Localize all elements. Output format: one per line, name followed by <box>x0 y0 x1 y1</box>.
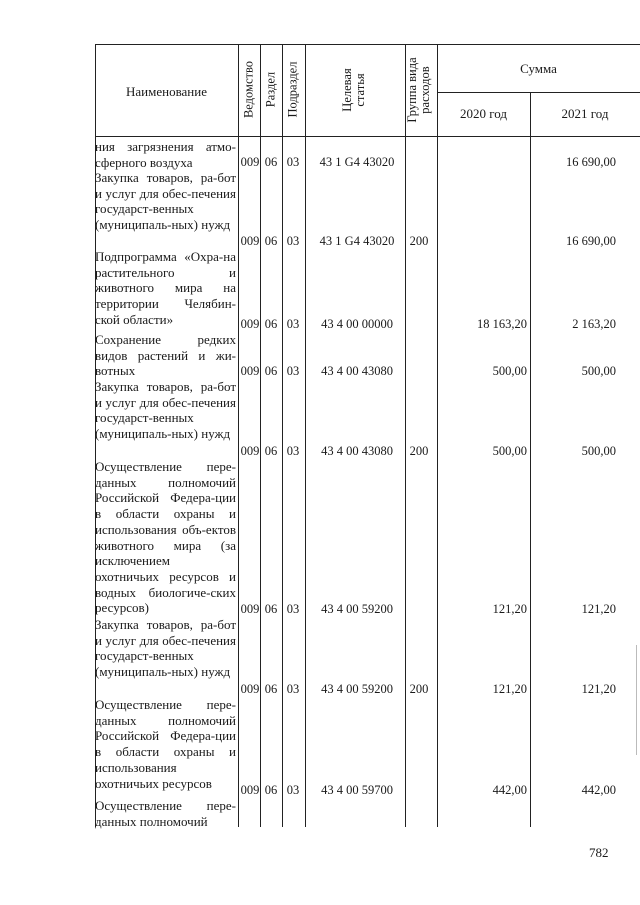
row-vedomstvo: 009 <box>240 234 260 248</box>
row-celevaya: 43 4 00 59700 <box>321 783 393 797</box>
table-row <box>95 459 640 617</box>
row-podrazdel: 03 <box>286 364 300 378</box>
header-celevaya <box>341 50 369 130</box>
row-sum-2021: 121,20 <box>581 682 616 696</box>
row-vedomstvo: 009 <box>240 682 260 696</box>
row-podrazdel: 03 <box>286 155 300 169</box>
header-summa: Сумма <box>520 61 557 76</box>
row-razdel: 06 <box>264 682 278 696</box>
row-vedomstvo: 009 <box>240 602 260 616</box>
row-sum-2021: 16 690,00 <box>566 234 616 248</box>
row-celevaya: 43 1 G4 43020 <box>319 155 395 169</box>
header-celevaya-line2: статья <box>353 73 367 107</box>
row-gruppa: 200 <box>409 682 429 696</box>
row-razdel: 06 <box>264 234 278 248</box>
row-celevaya: 43 1 G4 43020 <box>319 234 395 248</box>
header-gruppa <box>406 44 434 136</box>
row-sum-2021: 500,00 <box>581 444 616 458</box>
header-year-2020: 2020 год <box>460 106 507 121</box>
row-gruppa: 200 <box>409 234 429 248</box>
row-name: Закупка товаров, ра-бот и услуг для обес-печения государст-венных (муниципаль-ных) нужд <box>95 170 236 233</box>
row-podrazdel: 03 <box>286 783 300 797</box>
row-name: ния загрязнения атмо-сферного воздуха <box>95 139 236 170</box>
table-top-border <box>95 44 640 45</box>
table-row <box>95 332 640 379</box>
row-name: Осуществление пере-данных полномочий <box>95 798 236 829</box>
row-name: Осуществление пере-данных полномочий Российской Федера-ции в области охраны и использования охотничьих ресурсов <box>95 697 236 791</box>
header-gruppa-line1: Группа вида <box>405 57 419 123</box>
row-celevaya: 43 4 00 59200 <box>321 682 393 696</box>
header-bottom-border <box>95 136 640 137</box>
row-podrazdel: 03 <box>286 317 300 331</box>
row-podrazdel: 03 <box>286 602 300 616</box>
table-row <box>95 697 640 798</box>
row-sum-2020: 500,00 <box>492 364 527 378</box>
row-name: Закупка товаров, ра-бот и услуг для обес-печения государст-венных (муниципаль-ных) нужд <box>95 379 236 442</box>
row-vedomstvo: 009 <box>240 364 260 378</box>
row-name: Подпрограмма «Охра-на растительного и животного мира на территории Челябин-ской области» <box>95 249 236 327</box>
row-name: Сохранение редких видов растений и жи-вотных <box>95 332 236 379</box>
row-sum-2020: 500,00 <box>492 444 527 458</box>
row-celevaya: 43 4 00 43080 <box>321 444 393 458</box>
scan-edge-mark <box>636 645 637 755</box>
row-sum-2021: 121,20 <box>581 602 616 616</box>
row-podrazdel: 03 <box>286 444 300 458</box>
row-razdel: 06 <box>264 317 278 331</box>
row-name: Закупка товаров, ра-бот и услуг для обес-печения государст-венных (муниципаль-ных) нужд <box>95 617 236 680</box>
row-sum-2021: 442,00 <box>581 783 616 797</box>
header-razdel: Раздел <box>263 71 278 108</box>
row-gruppa: 200 <box>409 444 429 458</box>
row-celevaya: 43 4 00 59200 <box>321 602 393 616</box>
row-sum-2021: 500,00 <box>581 364 616 378</box>
row-name: Осуществление пере-данных полномочий Российской Федера-ции в области охраны и использования объ-ектов животного мира (за исключением охотничьих ресурсов и водных биологиче-ских ресурсов) <box>95 459 236 616</box>
table-row <box>95 170 640 249</box>
header-celevaya-line1: Целевая <box>340 68 354 112</box>
header-podrazdel: Подраздел <box>285 61 300 118</box>
row-podrazdel: 03 <box>286 682 300 696</box>
row-razdel: 06 <box>264 602 278 616</box>
row-sum-2020: 121,20 <box>492 602 527 616</box>
header-name: Наименование <box>126 84 207 99</box>
row-razdel: 06 <box>264 444 278 458</box>
row-celevaya: 43 4 00 00000 <box>321 317 393 331</box>
table-row <box>95 617 640 697</box>
page-number: 782 <box>589 845 609 860</box>
summa-subheader-line <box>437 92 640 93</box>
table-row <box>95 139 640 170</box>
row-vedomstvo: 009 <box>240 155 260 169</box>
row-celevaya: 43 4 00 43080 <box>321 364 393 378</box>
row-razdel: 06 <box>264 364 278 378</box>
row-sum-2020: 442,00 <box>492 783 527 797</box>
row-vedomstvo: 009 <box>240 783 260 797</box>
row-sum-2021: 16 690,00 <box>566 155 616 169</box>
table-row <box>95 379 640 459</box>
row-razdel: 06 <box>264 155 278 169</box>
row-vedomstvo: 009 <box>240 317 260 331</box>
header-gruppa-line2: расходов <box>418 66 432 114</box>
table-row <box>95 798 640 829</box>
table-row <box>95 249 640 332</box>
header-year-2021: 2021 год <box>561 106 609 121</box>
header-vedomstvo: Ведомство <box>241 60 256 119</box>
row-podrazdel: 03 <box>286 234 300 248</box>
row-sum-2020: 18 163,20 <box>477 317 527 331</box>
row-vedomstvo: 009 <box>240 444 260 458</box>
row-sum-2021: 2 163,20 <box>572 317 616 331</box>
row-razdel: 06 <box>264 783 278 797</box>
row-sum-2020: 121,20 <box>492 682 527 696</box>
